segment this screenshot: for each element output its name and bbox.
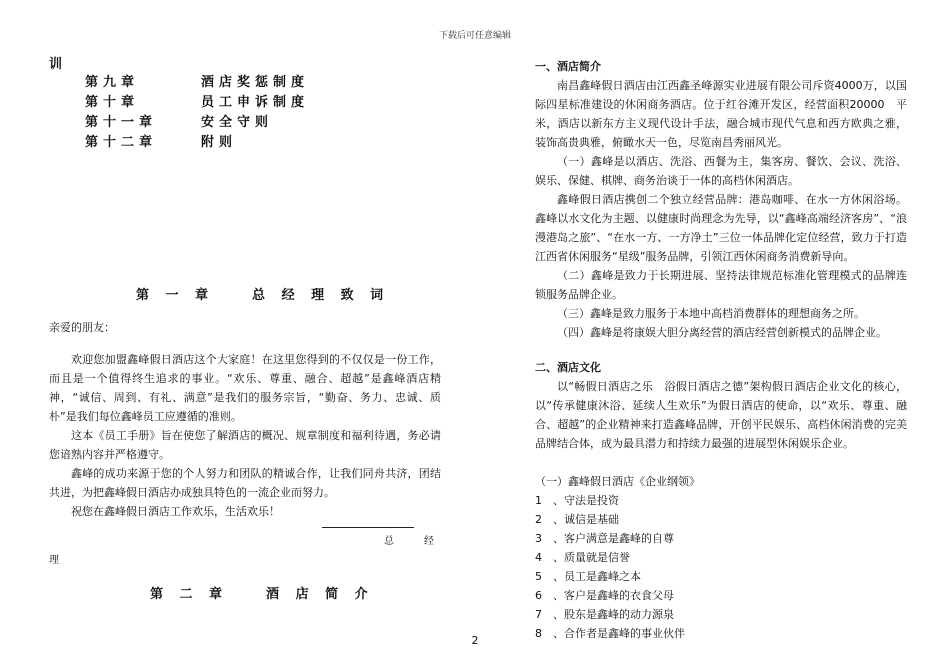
letter xyxy=(49,318,441,521)
toc-row xyxy=(49,113,441,133)
toc-chapter-number: 第十二章 xyxy=(85,135,158,150)
chapter-two-title: 第 二 章 酒 店 简 介 xyxy=(150,587,374,602)
section-paragraph: （二）鑫峰是致力于长期进展、坚持法律规范标准化管理模式的品牌连锁服务品牌企业。 xyxy=(535,269,907,301)
toc-chapter-title: 附则 xyxy=(201,135,238,150)
toc-chapter-title: 安全守则 xyxy=(201,115,274,130)
signature-line xyxy=(322,527,414,528)
toc-prefix: 训 xyxy=(49,57,63,72)
letter-greeting: 亲爱的朋友： xyxy=(49,321,115,334)
list-item: 2 、诚信是基础 xyxy=(535,513,619,526)
section-paragraph: 以“畅假日酒店之乐 浴假日酒店之德”架构假日酒店企业文化的核心，以“传承健康沐浴、延续人生欢乐”为假日酒店的使命，以“欢乐、尊重、融合、超越”的企业精神来打造鑫峰品牌，开创平民娱乐、高档休闲消费的完美品牌结合体，成为最具潜力和持续力最强的进展型休闲娱乐企业。 xyxy=(535,380,907,450)
section-heading: 二、酒店文化 xyxy=(535,361,601,374)
letter-paragraph: 欢迎您加盟鑫峰假日酒店这个大家庭！在这里您得到的不仅仅是一份工作，而且是一个值得终生追求的事业。“欢乐、尊重、融合、超越”是鑫峰酒店精神，“诚信、周到、有礼、满意”是我们的服务宗旨，“勤奋、务力、忠诚、质朴”是我们每位鑫峰员工应遵循的准则。 xyxy=(49,353,441,423)
toc-chapter-title: 酒店奖惩制度 xyxy=(201,75,310,90)
list-item: 1 、守法是投资 xyxy=(535,494,619,507)
list-item: 5 、员工是鑫峰之本 xyxy=(535,570,641,583)
list-item: 3 、客户满意是鑫峰的自尊 xyxy=(535,532,674,545)
section-heading: 一、酒店简介 xyxy=(535,60,601,73)
toc-chapter-title: 员工申诉制度 xyxy=(201,95,310,110)
toc-chapter-number: 第十章 xyxy=(85,95,140,110)
section-paragraph: （一）鑫峰是以酒店、洗浴、西餐为主，集客房、餐饮、会议、洗浴、娱乐、保健、棋牌、商务治谈于一体的高档休闲酒店。 xyxy=(535,155,907,187)
left-column xyxy=(49,56,441,153)
chapter-one-title: 第 一 章 总 经 理 致 词 xyxy=(136,288,390,303)
list-item: 8 、合作者是鑫峰的事业伙伴 xyxy=(535,627,685,640)
toc-chapter-number: 第九章 xyxy=(85,75,140,90)
toc-chapter-number: 第十一章 xyxy=(85,115,158,130)
list-item: 6 、客户是鑫峰的衣食父母 xyxy=(535,589,674,602)
signature-text: 总经 xyxy=(384,536,464,547)
letter-paragraph: 这本《员工手册》旨在使您了解酒店的概况、规章制度和福利待遇，务必请您谙熟内容并严格遵守。 xyxy=(49,429,441,461)
toc-row xyxy=(49,73,441,93)
letter-paragraph: 祝您在鑫峰假日酒店工作欢乐，生活欢乐！ xyxy=(71,505,280,518)
section-subheading: （一）鑫峰假日酒店《企业纲领》 xyxy=(535,475,700,488)
list-item: 7 、股东是鑫峰的动力源泉 xyxy=(535,608,674,621)
signature-tail: 理 xyxy=(49,555,59,566)
section-paragraph: 南昌鑫峰假日酒店由江西鑫圣峰源实业进展有限公司斥资4000万，以国际四星标准建设的休闲商务酒店。位于红谷滩开发区，经营面积20000 平米，酒店以新东方主义现代设计手法，融合城市现代气息和西方欧典之雅，装饰高贵典雅，俯瞰水天一色，尽览南昌秀丽风光。 xyxy=(535,79,907,149)
right-column xyxy=(535,57,907,643)
section-paragraph: 鑫峰假日酒店携创二个独立经营品牌：港岛咖啡、在水一方休闲浴场。鑫峰以水文化为主题、以健康时尚理念为先导，以“鑫峰高端经济客房”、“浪漫港岛之旅”、“在水一方、一方净土”三位一体品牌化定位经营，致力于打造江西省休闲服务“星级”服务品牌，引领江西休闲商务消费新导向。 xyxy=(535,193,907,263)
toc-row xyxy=(49,93,441,113)
list-item: 4 、质量就是信誉 xyxy=(535,551,630,564)
section-paragraph: （三）鑫峰是致力服务于本地中高档消费群体的理想商务之所。 xyxy=(557,307,865,320)
letter-paragraph: 鑫峰的成功来源于您的个人努力和团队的精诚合作，让我们同舟共济，团结共进，为把鑫峰假日酒店办成独具特色的一流企业而努力。 xyxy=(49,467,441,499)
page-number: 2 xyxy=(471,634,479,647)
header-note: 下载后可任意编辑 xyxy=(438,31,511,41)
toc-row xyxy=(49,133,441,153)
section-paragraph: （四）鑫峰是将康娱大胆分离经营的酒店经营创新模式的品牌企业。 xyxy=(557,326,887,339)
